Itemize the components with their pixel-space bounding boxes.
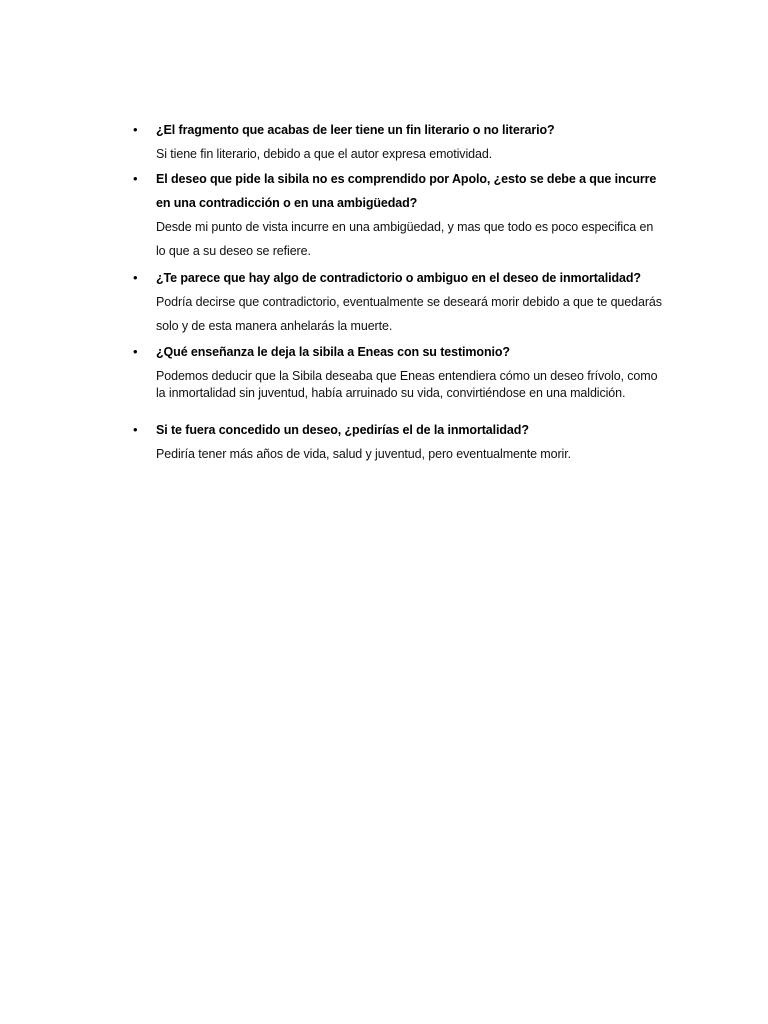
question-text: ¿Qué enseñanza le deja la sibila a Eneas con su testimonio? bbox=[156, 345, 510, 359]
answer-text: Podría decirse que contradictorio, eventualmente se deseará morir debido a que te quedarás solo y de esta manera anhelarás la muerte. bbox=[156, 295, 662, 333]
answer-text: Desde mi punto de vista incurre en una ambigüedad, y mas que todo es poco especifica en lo que a su deseo se refiere. bbox=[156, 220, 654, 258]
question-text: El deseo que pide la sibila no es comprendido por Apolo, ¿esto se debe a que incurre en una contradicción o en una ambigüedad? bbox=[156, 172, 657, 210]
bullet-icon: • bbox=[133, 171, 138, 186]
bullet-icon: • bbox=[133, 122, 138, 137]
question-text: ¿El fragmento que acabas de leer tiene un fin literario o no literario? bbox=[156, 123, 555, 137]
question-text: Si te fuera concedido un deseo, ¿pedirías el de la inmortalidad? bbox=[156, 423, 529, 437]
question-text: ¿Te parece que hay algo de contradictorio o ambiguo en el deseo de inmortalidad? bbox=[156, 271, 641, 285]
bullet-icon: • bbox=[133, 422, 138, 437]
answer-text: Podemos deducir que la Sibila deseaba que Eneas entendiera cómo un deseo frívolo, como la inmortalidad sin juventud, había arruinado su vida, convirtiéndose en una maldición. bbox=[156, 369, 658, 400]
answer-text: Si tiene fin literario, debido a que el autor expresa emotividad. bbox=[156, 147, 493, 161]
answer-text: Pediría tener más años de vida, salud y juventud, pero eventualmente morir. bbox=[156, 447, 571, 461]
bullet-icon: • bbox=[133, 270, 138, 285]
bullet-icon: • bbox=[133, 344, 138, 359]
